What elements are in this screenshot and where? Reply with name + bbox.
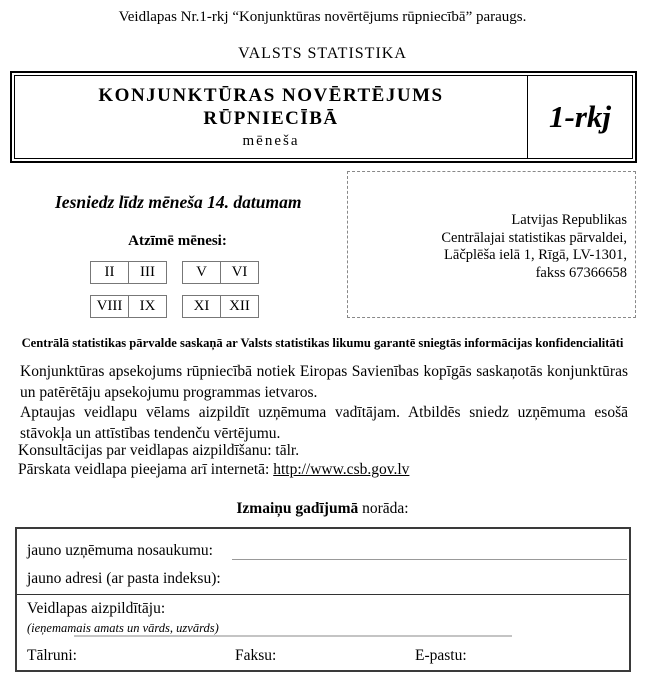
csb-website-link[interactable]: http://www.csb.gov.lv bbox=[273, 461, 410, 478]
form-code-cell bbox=[528, 76, 632, 158]
table-divider bbox=[17, 594, 629, 595]
internet-line bbox=[18, 460, 409, 479]
month-checkbox-vi[interactable]: VI bbox=[231, 264, 248, 280]
recipient-line-fax: fakss 67366658 bbox=[535, 264, 627, 281]
intro-paragraph-2: Aptaujas veidlapu vēlams aizpildīt uzņēmuma vadītājam. Atbildēs sniedz uzņēmuma esošā stāvokļa un attīstības tendenču vērtējumu. bbox=[20, 404, 628, 442]
month-checkbox-ii[interactable]: II bbox=[91, 262, 129, 283]
fax-label: Faksu: bbox=[235, 647, 277, 664]
changes-table bbox=[15, 527, 631, 672]
month-pair-v-vi bbox=[182, 261, 259, 284]
changes-section-heading bbox=[0, 500, 645, 518]
form-code: 1-rkj bbox=[549, 99, 611, 134]
mark-month-label: Atzīmē mēnesi: bbox=[128, 233, 227, 249]
month-checkbox-v[interactable]: V bbox=[183, 262, 221, 283]
month-checkbox-ix[interactable]: IX bbox=[139, 298, 156, 314]
recipient-line-address: Lāčplēša ielā 1, Rīgā, LV-1301, bbox=[444, 247, 627, 263]
month-row-2 bbox=[90, 295, 259, 318]
document-heading: Veidlapas Nr.1-rkj “Konjunktūras novērtējums rūpniecībā” paraugs. bbox=[118, 9, 527, 25]
submission-deadline: Iesniedz līdz mēneša 14. datumam bbox=[55, 192, 302, 212]
month-pair-xi-xii bbox=[182, 295, 259, 318]
month-checkbox-iii[interactable]: III bbox=[140, 264, 155, 280]
new-company-name-label: jauno uzņēmuma nosaukumu: bbox=[27, 542, 213, 559]
month-selector bbox=[90, 261, 259, 329]
consultation-info bbox=[18, 441, 409, 479]
form-title-box-inner bbox=[14, 75, 633, 159]
form-title bbox=[98, 84, 443, 130]
consultation-line: Konsultācijas par veidlapas aizpildīšanu: tālr. bbox=[18, 442, 300, 459]
form-filler-note: (ieņemamais amats un vārds, uzvārds) bbox=[27, 621, 219, 635]
intro-paragraph-1: Konjunktūras apsekojums rūpniecībā notiek Eiropas Savienības kopīgās saskaņotās konjunktūras un patērētāju apsekojumu programmas ietvaros. bbox=[20, 363, 628, 401]
month-pair-viii-ix bbox=[90, 295, 167, 318]
form-filler-label: Veidlapas aizpildītāju: bbox=[27, 600, 166, 617]
month-row-1 bbox=[90, 261, 259, 284]
month-checkbox-viii[interactable]: VIII bbox=[91, 296, 129, 317]
recipient-line-country: Latvijas Republikas bbox=[511, 212, 627, 228]
recipient-address-box bbox=[347, 171, 636, 318]
form-title-box bbox=[10, 71, 637, 163]
confidentiality-statement: Centrālā statistikas pārvalde saskaņā ar Valsts statistikas likumu garantē sniegtās informācijas konfidencialitāti bbox=[21, 336, 624, 350]
recipient-line-office: Centrālajai statistikas pārvaldei, bbox=[441, 229, 627, 246]
form-title-cell bbox=[15, 76, 528, 158]
month-checkbox-xi[interactable]: XI bbox=[183, 296, 221, 317]
new-company-name-input-line[interactable] bbox=[232, 559, 627, 560]
phone-label: Tālruni: bbox=[27, 647, 77, 664]
form-filler-input-line[interactable] bbox=[74, 635, 512, 637]
changes-heading-rest: norāda: bbox=[358, 500, 409, 517]
email-label: E-pastu: bbox=[415, 647, 467, 664]
internet-line-prefix: Pārskata veidlapa pieejama arī internetā: bbox=[18, 461, 274, 478]
form-title-line1: KONJUNKTŪRAS NOVĒRTĒJUMS bbox=[98, 85, 444, 106]
form-period-label: mēneša bbox=[242, 133, 300, 149]
valsts-statistika-heading: VALSTS STATISTIKA bbox=[238, 45, 407, 62]
new-address-label: jauno adresi (ar pasta indeksu): bbox=[27, 570, 221, 587]
changes-heading-bold: Izmaiņu gadījumā bbox=[236, 500, 359, 517]
intro-paragraphs bbox=[20, 362, 628, 444]
form-title-line2: RŪPNIECĪBĀ bbox=[203, 108, 339, 129]
month-checkbox-xii[interactable]: XII bbox=[229, 298, 250, 314]
month-pair-ii-iii bbox=[90, 261, 167, 284]
